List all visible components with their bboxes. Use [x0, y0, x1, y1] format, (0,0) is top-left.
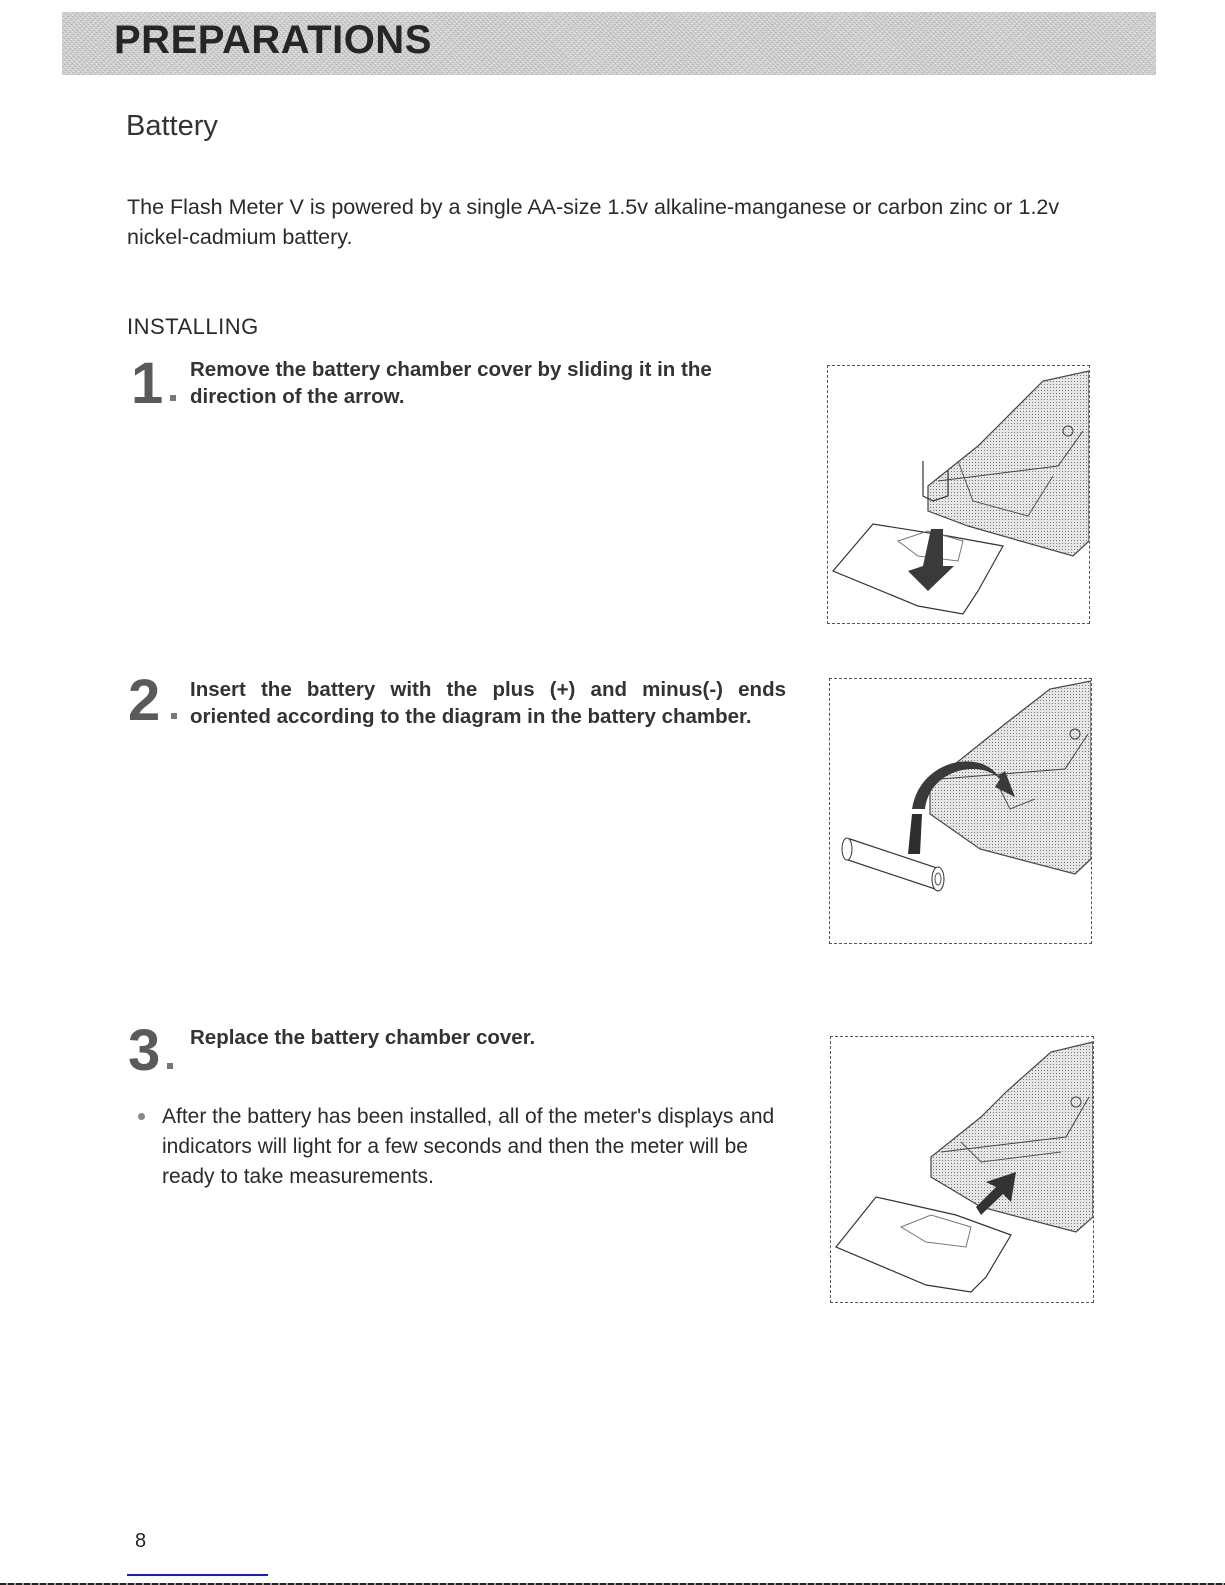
step-1-figure: [827, 365, 1090, 624]
note-paragraph: After the battery has been installed, all of the meter's displays and indicators will light for a few seconds and then the meter will be ready to take measurements.: [162, 1105, 775, 1188]
step-3-dot: [167, 1063, 173, 1069]
step-2-dot: [171, 713, 177, 719]
step-1-text: Remove the battery chamber cover by sliding it in the direction of the arrow.: [190, 358, 712, 408]
page-number: 8: [135, 1530, 147, 1552]
step-1-dot: [170, 395, 176, 401]
step-3-text: Replace the battery chamber cover.: [190, 1026, 536, 1049]
battery-insertion-illustration: [830, 679, 1091, 943]
step-1-number: 1: [131, 351, 164, 416]
step-2-number: 2: [128, 668, 161, 733]
link-underline: [127, 1574, 268, 1576]
step-2-figure: [829, 678, 1092, 944]
step-3-figure: [830, 1036, 1094, 1303]
section-title: Battery: [126, 110, 218, 142]
step-3-number: 3: [128, 1018, 161, 1083]
meter-cover-replacement-illustration: [831, 1037, 1093, 1302]
note-bullet: [138, 1113, 145, 1120]
meter-cover-removal-illustration: [828, 366, 1089, 623]
step-2-text: Insert the battery with the plus (+) and minus(-) ends oriented according to the diagram in the battery chamber.: [190, 678, 786, 728]
intro-paragraph: The Flash Meter V is powered by a single AA-size 1.5v alkaline-manganese or carbon zinc or 1.2v nickel-cadmium battery.: [127, 195, 1060, 249]
page-title: PREPARATIONS: [114, 18, 432, 62]
installing-heading: INSTALLING: [127, 314, 259, 339]
